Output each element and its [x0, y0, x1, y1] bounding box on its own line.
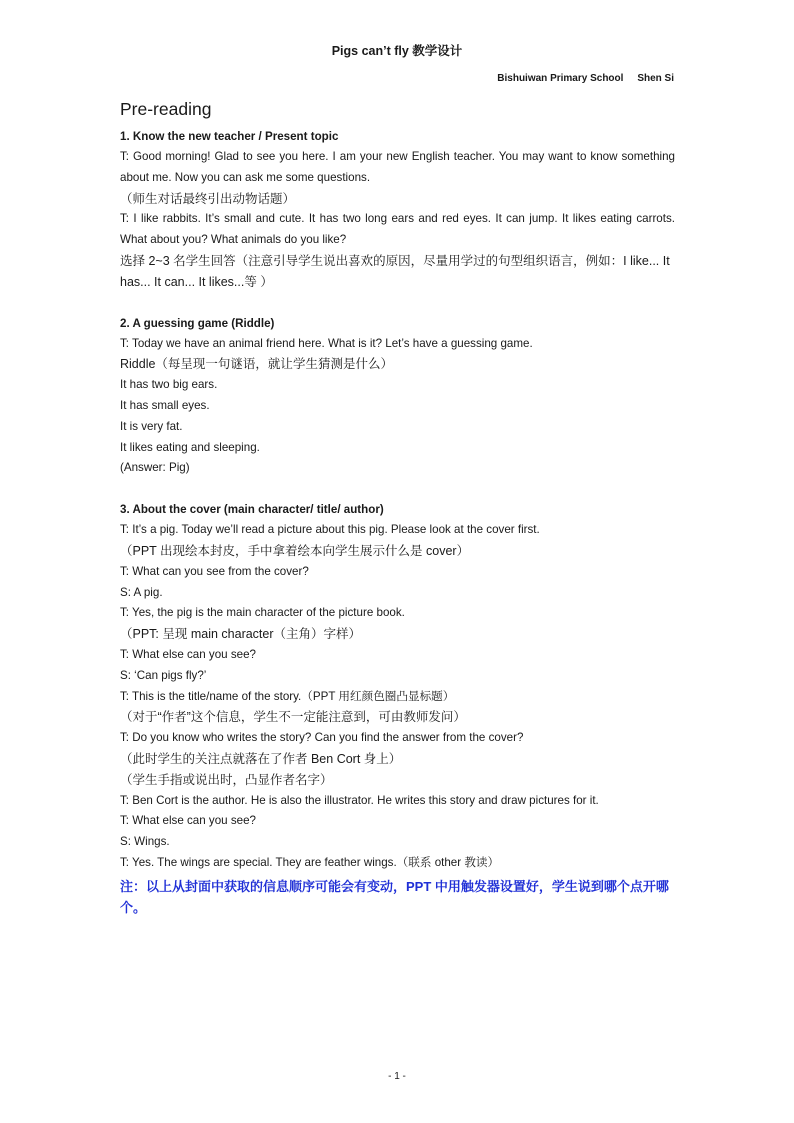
section-title: 1. Know the new teacher / Present topic: [120, 130, 339, 143]
paragraph: T: What else can you see?: [120, 647, 256, 661]
riddle-line: It likes eating and sleeping.: [120, 440, 260, 454]
section-title: 3. About the cover (main character/ title/ author): [120, 503, 384, 517]
page-number: - 1 -: [388, 1071, 406, 1082]
paragraph: T: I like rabbits. It’s small and cute. It has two long ears and red eyes. It can jump. It likes eating carrots. What about you? What animals do you like?: [120, 212, 675, 247]
paragraph: T: Do you know who writes the story? Can you find the answer from the cover?: [120, 731, 524, 745]
section-1: [120, 127, 675, 293]
paragraph: T: Good morning! Glad to see you here. I am your new English teacher. You may want to know something about me. Now you can ask me some questions.: [120, 150, 675, 184]
section-title: 2. A guessing game (Riddle): [120, 316, 275, 330]
paragraph: （学生手指或说出时，凸显作者名字）: [120, 772, 333, 787]
paragraph: S: Wings.: [120, 835, 170, 849]
paragraph: T: What can you see from the cover?: [120, 564, 309, 578]
paragraph: T: Yes, the pig is the main character of the picture book.: [120, 606, 405, 620]
paragraph: （对于“作者”这个信息，学生不一定能注意到，可由教师发问）: [120, 710, 466, 725]
document-body: [120, 96, 675, 919]
paragraph: （师生对话最终引出动物话题）: [120, 191, 296, 206]
paragraph: T: What else can you see?: [120, 814, 256, 828]
paragraph: S: ‘Can pigs fly?’: [120, 668, 207, 682]
document-title: Pigs can’t fly 教学设计: [331, 44, 463, 58]
paragraph: T: Yes. The wings are special. They are feather wings.（联系 other 教读）: [120, 855, 500, 869]
section-2: [120, 314, 675, 480]
riddle-line: It has two big ears.: [120, 378, 218, 392]
paragraph: （PPT 出现绘本封皮，手中拿着绘本向学生展示什么是 cover）: [120, 543, 470, 558]
paragraph: 选择 2~3 名学生回答（注意引导学生说出喜欢的原因，尽量用学过的句型组织语言，例如：I like... It has... It can... It likes...等 ）: [120, 253, 670, 289]
paragraph: （PPT: 呈现 main character（主角）字样）: [120, 627, 362, 642]
paragraph: Riddle（每呈现一句谜语，就让学生猜测是什么）: [120, 357, 393, 372]
paragraph: T: Today we have an animal friend here. What is it? Let’s have a guessing game.: [120, 336, 533, 350]
heading-pre-reading: Pre-reading: [120, 99, 212, 119]
riddle-answer: (Answer: Pig): [120, 461, 190, 475]
school-author-line: Bishuiwan Primary School Shen Si: [497, 73, 674, 84]
teacher-note: 注：以上从封面中获取的信息顺序可能会有变动，PPT 中用触发器设置好，学生说到哪个点开哪个。: [120, 878, 669, 916]
paragraph: T: This is the title/name of the story.（PPT 用红颜色圈凸显标题）: [120, 689, 455, 703]
paragraph: T: It’s a pig. Today we’ll read a picture about this pig. Please look at the cover first.: [120, 523, 540, 537]
section-3: [120, 500, 675, 919]
riddle-line: It is very fat.: [120, 419, 183, 433]
paragraph: （此时学生的关注点就落在了作者 Ben Cort 身上）: [120, 751, 402, 766]
paragraph: S: A pig.: [120, 585, 163, 599]
paragraph: T: Ben Cort is the author. He is also the illustrator. He writes this story and draw pictures for it.: [120, 793, 599, 807]
riddle-line: It has small eyes.: [120, 398, 210, 412]
